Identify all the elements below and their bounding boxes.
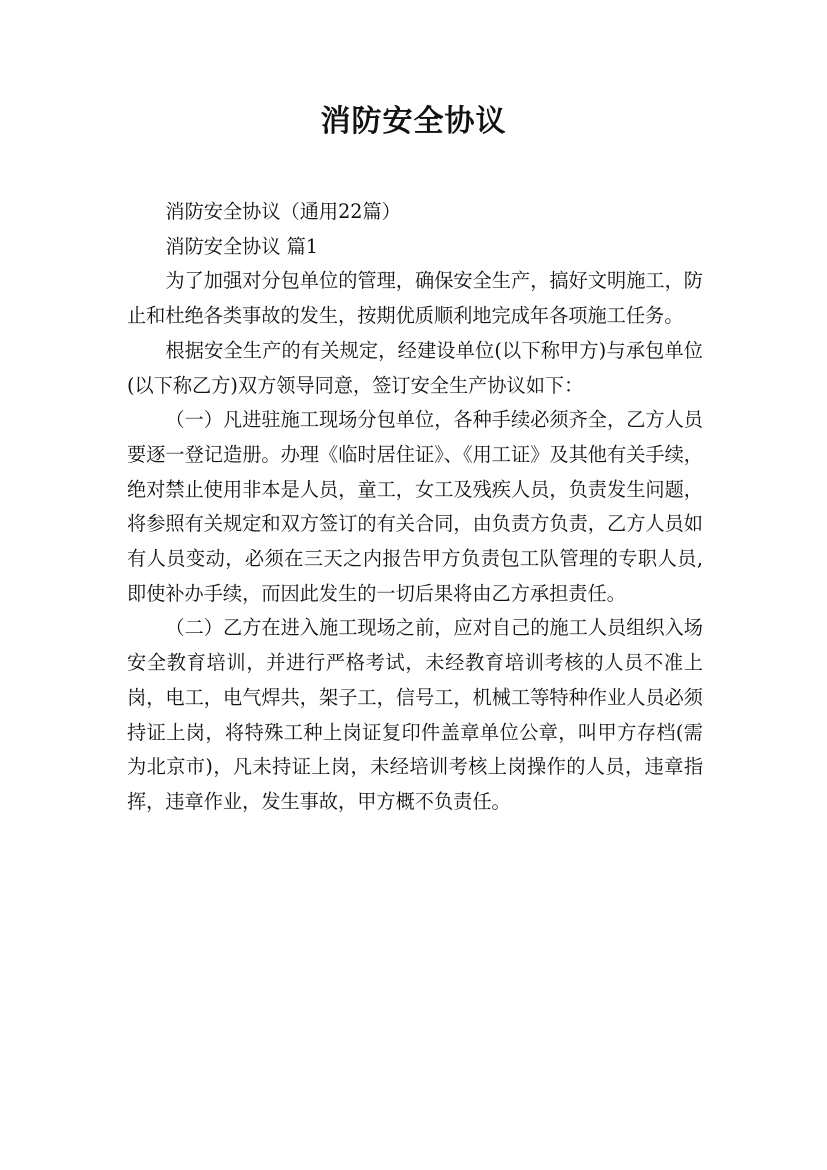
clause-paragraph: （一）凡进驻施工现场分包单位，各种手续必须齐全，乙方人员要逐一登记造册。办理《临时居住证》、《用工证》及其他有关手续，绝对禁止使用非本是人员，童工，女工及残疾人员，负责发生问题，将参照有关规定和双方签订的有关合同，由负责方负责，乙方人员如有人员变动，必须在三天之内报告甲方负责包工队管理的专职人员,即使补办手续，而因此发生的一切后果将由乙方承担责任。 [127, 408, 703, 605]
document-body [127, 195, 703, 820]
body-paragraph: 根据安全生产的有关规定，经建设单位(以下称甲方)与承包单位(以下称乙方)双方领导同意，签订安全生产协议如下： [127, 338, 703, 397]
section-heading: 消防安全协议 篇1 [165, 234, 319, 258]
body-paragraph: 为了加强对分包单位的管理，确保安全生产，搞好文明施工，防止和杜绝各类事故的发生，按期优质顺利地完成年各项施工任务。 [127, 269, 703, 328]
clause-paragraph: （二）乙方在进入施工现场之前，应对自己的施工人员组织入场安全教育培训，并进行严格考试，未经教育培训考核的人员不准上岗，电工，电气焊共，架子工，信号工，机械工等特种作业人员必须持证上岗，将特殊工种上岗证复印件盖章单位公章，叫甲方存档(需为北京市)，凡未持证上岗，未经培训考核上岗操作的人员，违章指挥，违章作业，发生事故，甲方概不负责任。 [127, 616, 703, 813]
subtitle-paragraph: 消防安全协议（通用22篇） [165, 200, 401, 223]
document-title: 消防安全协议 [320, 104, 507, 139]
